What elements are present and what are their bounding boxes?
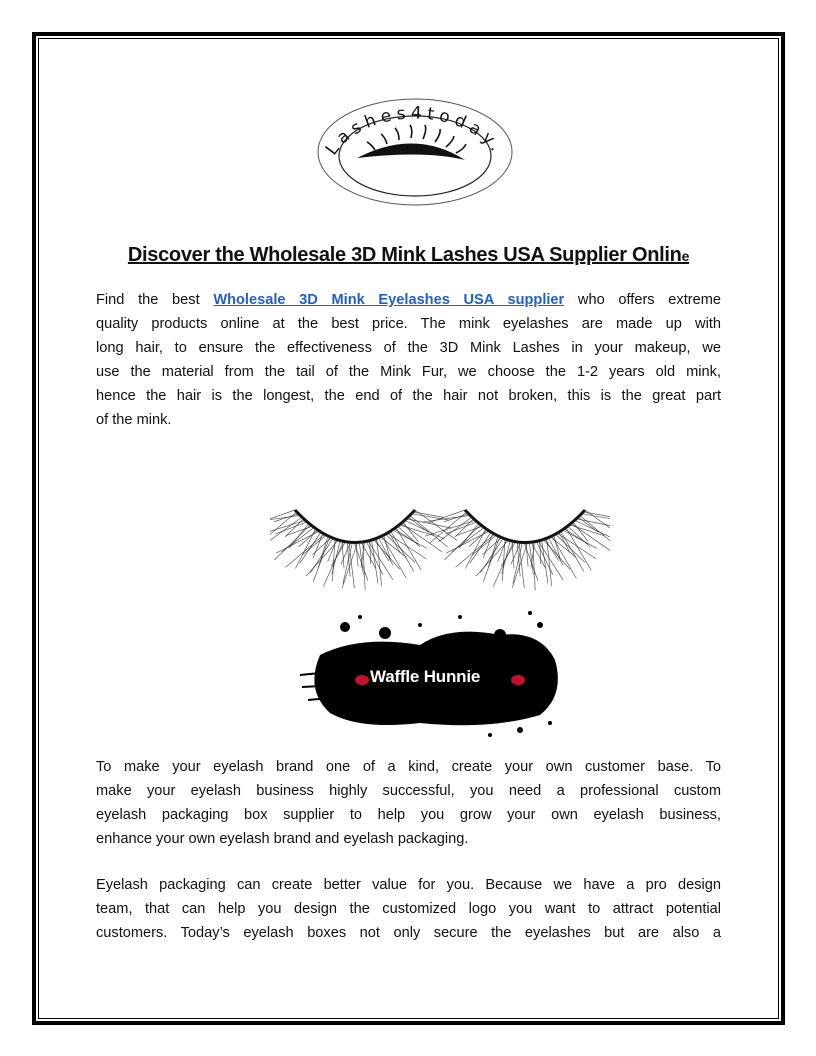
- paragraph-3: Eyelash packaging can create better value for you. Because we have a pro design team, that can help you design the customized logo you want to attract potential customers. Today’s eyelash boxes not only secure the eyelashes but are also a: [96, 877, 721, 941]
- paragraph-1: Find the best Wholesale 3D Mink Eyelashes USA supplier who offers extreme quality products online at the best price. The mink eyelashes are made up with long hair, to ensure the effectiveness of the 3D Mink Lashes in your makeup, we use the material from the tail of the Mink Fur, we choose the 1-2 years old mink, hence the hair is the longest, the end of the hair not broken, this is the great part of the mink.: [96, 292, 721, 428]
- page-title: Discover the Wholesale 3D Mink Lashes USA Supplier Online: [127, 244, 690, 266]
- wholesale-3d-mink-eyelashes-link[interactable]: Wholesale 3D Mink Eyelashes USA supplier: [213, 292, 565, 308]
- eyelash-strip: [270, 510, 457, 590]
- brand-name: Waffle Hunnie: [370, 667, 481, 686]
- svg-text:Lashes4today.: Lashes4today.: [321, 103, 509, 160]
- lashes4today-logo: [315, 92, 515, 207]
- lips-icon: [355, 675, 369, 685]
- paragraph-2: To make your eyelash brand one of a kind, create your own customer base. To make your eyelash business highly successful, you need a professional custom eyelash packaging box supplier to help you grow your own eyelash business, enhance your own eyelash brand and eyelash packaging.: [96, 759, 721, 847]
- mink-lashes-image: [270, 505, 610, 615]
- lips-icon: [511, 675, 525, 685]
- eyelash-strip: [423, 510, 610, 590]
